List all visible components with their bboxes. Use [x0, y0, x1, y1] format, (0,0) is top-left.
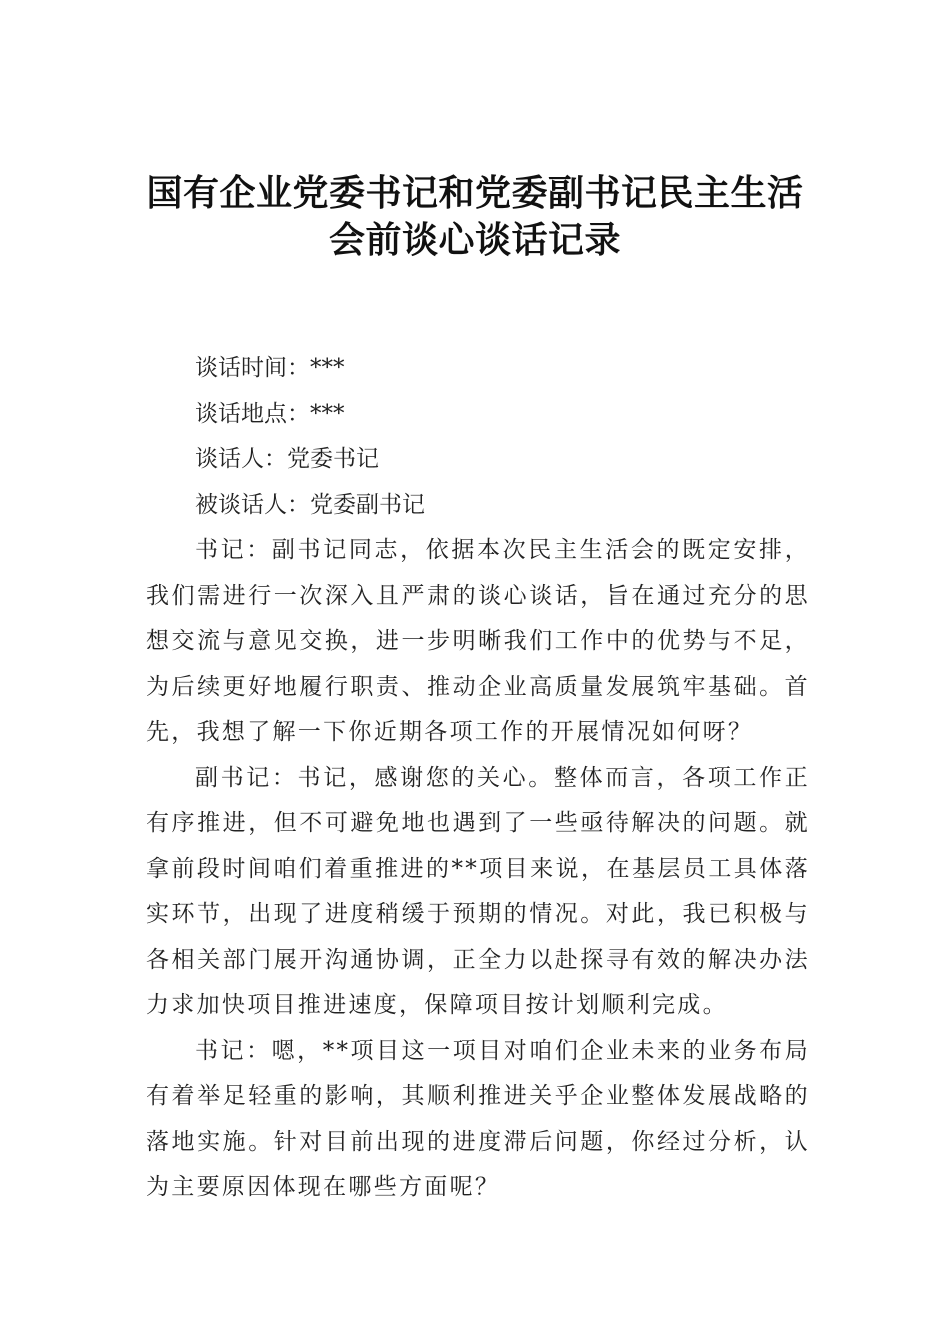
dialogue-paragraph-3: 书记：嗯，**项目这一项目对咱们企业未来的业务布局有着举足轻重的影响，其顺利推进关乎企业整体发展战略的落地实施。针对目前出现的进度滞后问题，你经过分析，认为主要原因体现在哪些方面呢？ — [146, 1037, 810, 1200]
meta-place: 谈话地点：*** — [195, 400, 345, 427]
document-body — [146, 346, 810, 1211]
document-title-line-2: 会前谈心谈话记录 — [328, 219, 621, 261]
document-title-line-1: 国有企业党委书记和党委副书记民主生活 — [146, 172, 804, 214]
meta-speaker: 谈话人：党委书记 — [195, 446, 379, 472]
dialogue-paragraph-2: 副书记：书记，感谢您的关心。整体而言，各项工作正有序推进，但不可避免地也遇到了一些亟待解决的问题。就拿前段时间咱们着重推进的**项目来说，在基层员工具体落实环节，出现了进度稍缓于预期的情况。对此，我已积极与各相关部门展开沟通协调，正全力以赴探寻有效的解决办法力求加快项目推进速度，保障项目按计划顺利完成。 — [146, 764, 810, 1018]
dialogue-paragraph-1: 书记：副书记同志，依据本次民主生活会的既定安排，我们需进行一次深入且严肃的谈心谈话，旨在通过充分的思想交流与意见交换，进一步明晰我们工作中的优势与不足，为后续更好地履行职责、推动企业高质量发展筑牢基础。首先，我想了解一下你近期各项工作的开展情况如何呀？ — [146, 537, 810, 745]
meta-time: 谈话时间：*** — [195, 355, 345, 381]
meta-listener: 被谈话人：党委副书记 — [195, 491, 425, 518]
